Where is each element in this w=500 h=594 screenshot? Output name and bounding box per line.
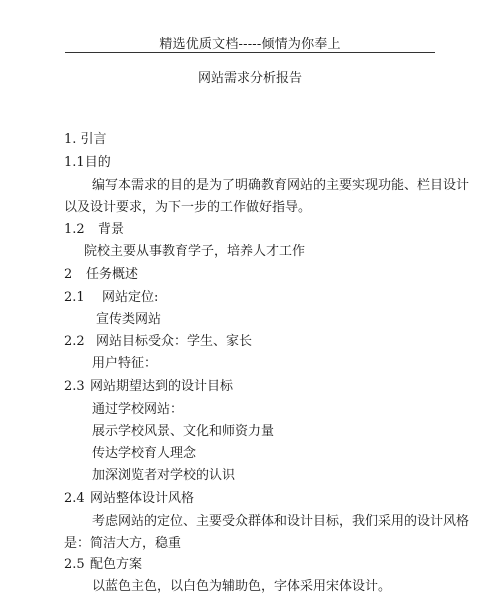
header-divider [65, 52, 435, 53]
page-header: 精选优质文档-----倾情为你奉上 [159, 37, 341, 52]
section-heading: 2 任务概述 [64, 267, 139, 282]
paragraph-line: 用户特征： [92, 356, 158, 371]
subsection-heading: 2.2 网站目标受众：学生、家长 [64, 334, 253, 349]
paragraph-line: 院校主要从事教育学子，培养人才工作 [84, 244, 306, 259]
document-title: 网站需求分析报告 [197, 71, 302, 86]
paragraph-line: 考虑网站的定位、主要受众群体和设计目标，我们采用的设计风格 [92, 514, 470, 529]
paragraph-line: 编写本需求的目的是为了明确教育网站的主要实现功能、栏目设计 [92, 178, 470, 193]
paragraph-line: 加深浏览者对学校的认识 [92, 468, 236, 483]
paragraph-line: 是：简洁大方，稳重 [64, 536, 182, 551]
subsection-heading: 1.1目的 [64, 155, 111, 170]
paragraph-line: 以及设计要求，为下一步的工作做好指导。 [64, 200, 312, 215]
subsection-heading: 2.1 网站定位: [64, 290, 159, 305]
paragraph-line: 宣传类网站 [96, 312, 162, 327]
paragraph-line: 通过学校网站： [92, 402, 184, 417]
subsection-heading: 2.5 配色方案 [64, 557, 143, 572]
paragraph-line: 以蓝色主色，以白色为辅助色，字体采用宋体设计。 [92, 579, 392, 594]
subsection-heading: 2.3 网站期望达到的设计目标 [64, 379, 234, 394]
paragraph-line: 展示学校风景、文化和师资力量 [92, 424, 275, 439]
paragraph-line: 传达学校育人理念 [92, 446, 197, 461]
subsection-heading: 2.4 网站整体设计风格 [64, 491, 195, 506]
section-heading: 1. 引言 [64, 132, 107, 147]
subsection-heading: 1.2 背景 [64, 222, 125, 237]
